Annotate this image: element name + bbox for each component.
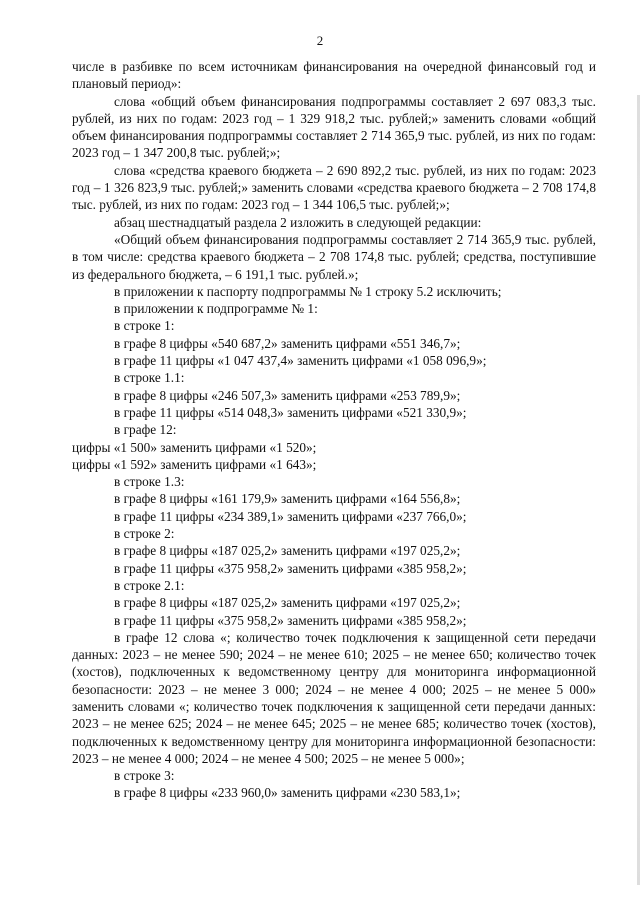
list-item: в строке 1.3: (114, 474, 185, 490)
list-item: в графе 8 цифры «233 960,0» заменить цифрами «230 583,1»; (114, 785, 461, 801)
paragraph-intro-continuation: числе в разбивке по всем источникам финансирования на очередной финансовый год и плановый период»: (72, 59, 596, 92)
list-item: в строке 1: (114, 318, 175, 334)
list-item: в графе 11 цифры «375 958,2» заменить цифрами «385 958,2»; (114, 560, 467, 576)
list-item: в строке 3: (114, 768, 175, 784)
list-item: в графе 11 цифры «234 389,1» заменить цифрами «237 766,0»; (114, 508, 467, 524)
list-item: в графе 8 цифры «187 025,2» заменить цифрами «197 025,2»; (114, 595, 461, 611)
list-item: в строке 2: (114, 526, 175, 542)
list-item: в графе 12: (114, 422, 177, 438)
paragraph-section-2-heading: абзац шестнадцатый раздела 2 изложить в следующей редакции: (114, 214, 482, 230)
paragraph-subprogram-appendix: в приложении к подпрограмме № 1: (114, 301, 318, 317)
document-body (72, 58, 596, 802)
list-item: в графе 8 цифры «246 507,3» заменить цифрами «253 789,9»; (114, 387, 461, 403)
paragraph-new-wording: «Общий объем финансирования подпрограммы составляет 2 714 365,9 тыс. рублей, в том числе: средства краевого бюджета – 2 708 174,8 тыс. рублей; средства, поступившие из федерального бюджета, – 6 191,1 тыс. рублей.»; (72, 231, 596, 282)
list-item: в строке 2.1: (114, 577, 185, 593)
list-item: в строке 1.1: (114, 370, 185, 386)
list-item: в графе 8 цифры «187 025,2» заменить цифрами «197 025,2»; (114, 543, 461, 559)
page-number: 2 (316, 33, 324, 48)
paragraph-total-financing: слова «общий объем финансирования подпрограммы составляет 2 697 083,3 тыс. рублей, из них по годам: 2023 год – 1 329 918,2 тыс. рублей;» заменить словами «общий объем финансирования подпрограммы составляет 2 714 365,9 тыс. рублей, из них по годам: 2023 год – 1 347 200,8 тыс. рублей;»; (72, 93, 596, 161)
paragraph-column-12-replacement: в графе 12 слова «; количество точек подключения к защищенной сети передачи данных: 2023 – не менее 590; 2024 – не менее 610; 2025 – не менее 650; количество точек (хостов), подключенных к ведомственному центру для мониторинга информационной безопасности: 2023 – не менее 3 000; 2024 – не менее 4 000; 2025 – не менее 5 000» заменить словами «; количество точек подключения к защищенной сети передачи данных: 2023 – не менее 625; 2024 – не менее 645; 2025 – не менее 685; количество точек (хостов), подключенных к ведомственному центру для мониторинга информационной безопасности: 2023 – не менее 4 000; 2024 – не менее 4 500; 2025 – не менее 5 000»; (72, 629, 596, 766)
list-item: в графе 11 цифры «1 047 437,4» заменить цифрами «1 058 096,9»; (114, 353, 487, 369)
paragraph-regional-budget: слова «средства краевого бюджета – 2 690 892,2 тыс. рублей, из них по годам: 2023 год – 1 326 823,9 тыс. рублей;» заменить словами «средства краевого бюджета – 2 708 174,8 тыс. рублей, из них по годам: 2023 год – 1 344 106,5 тыс. рублей;»; (72, 162, 596, 213)
list-item: в графе 8 цифры «161 179,9» заменить цифрами «164 556,8»; (114, 491, 461, 507)
list-item: цифры «1 592» заменить цифрами «1 643»; (72, 456, 317, 472)
list-item: в графе 8 цифры «540 687,2» заменить цифрами «551 346,7»; (114, 335, 461, 351)
list-item: цифры «1 500» заменить цифрами «1 520»; (72, 439, 317, 455)
list-item: в графе 11 цифры «375 958,2» заменить цифрами «385 958,2»; (114, 612, 467, 628)
list-item: в графе 11 цифры «514 048,3» заменить цифрами «521 330,9»; (114, 404, 467, 420)
paragraph-passport-appendix: в приложении к паспорту подпрограммы № 1 строку 5.2 исключить; (114, 283, 502, 299)
